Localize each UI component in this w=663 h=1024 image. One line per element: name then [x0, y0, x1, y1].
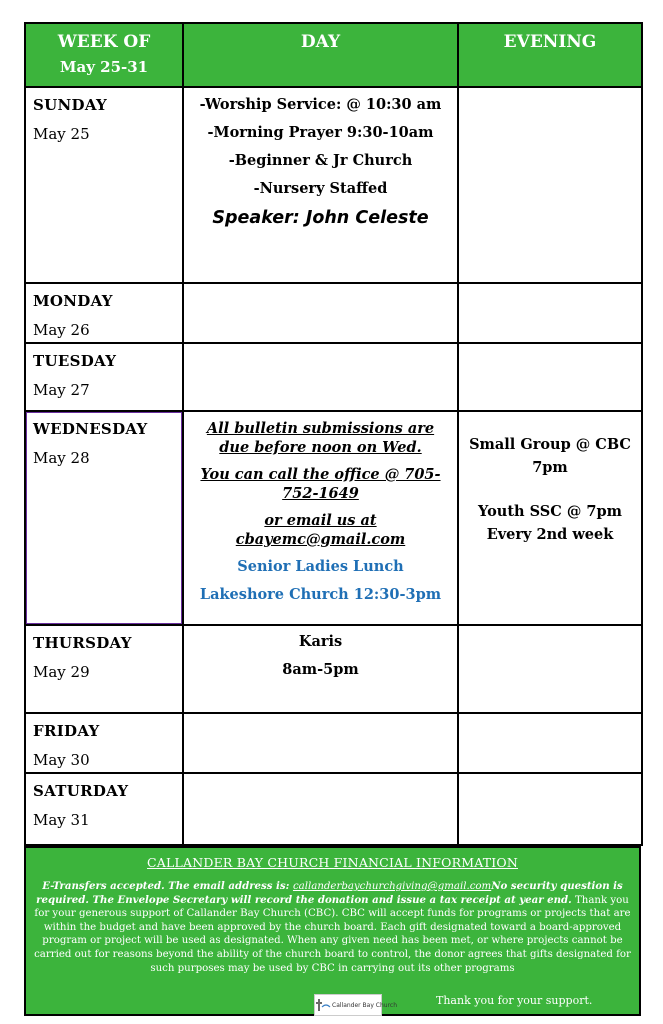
- day-cell-thursday: [25, 625, 183, 713]
- no-security-question-notice: No security question is required. The Envelope Secretary will record the donation and issue a tax receipt at year end.: [36, 880, 623, 906]
- financial-policy-text: Thank you for your generous support of Callander Bay Church (CBC). CBC will accept funds for programs or projects that are within the budget and have been approved by the church board. Each gift designated toward a board-approved program or project will be used as designated. When any given need has been met, or where projects cannot be carried out for reasons beyond the ability of the church board to control, the donor agrees that gifts designated for such purposes may be used by CBC in carrying out its other programs: [34, 894, 631, 974]
- church-logo: [314, 994, 398, 1016]
- saturday-day-cell: [183, 773, 458, 845]
- karis-time: 8am-5pm: [282, 661, 359, 678]
- friday-evening-cell: [458, 713, 642, 773]
- sunday-event-line: -Morning Prayer 9:30-10am: [207, 124, 434, 141]
- church-logo-text: Callander Bay Church: [332, 1002, 398, 1009]
- day-name: SATURDAY: [33, 782, 129, 800]
- day-date: May 31: [33, 811, 90, 829]
- friday-day-cell: [183, 713, 458, 773]
- week-range: May 25-31: [59, 58, 149, 76]
- day-name: THURSDAY: [33, 634, 132, 652]
- day-cell-friday: [25, 713, 183, 773]
- thursday-day-events: [183, 625, 458, 713]
- table-row-monday: [25, 283, 642, 343]
- financial-info-footer: [24, 846, 641, 1016]
- schedule-sheet: [24, 22, 641, 846]
- table-row-friday: [25, 713, 642, 773]
- financial-info-body: [32, 880, 633, 975]
- senior-lunch-event: Senior Ladies Lunch: [237, 558, 404, 575]
- day-name: MONDAY: [33, 292, 113, 310]
- table-row-saturday: [25, 773, 642, 845]
- sunday-day-events: [183, 87, 458, 283]
- header-row: [25, 23, 642, 87]
- tuesday-evening-cell: [458, 343, 642, 411]
- sunday-speaker: Speaker: John Celeste: [212, 208, 429, 228]
- church-logo-icon: [316, 997, 398, 1013]
- sunday-event-line: -Beginner & Jr Church: [228, 152, 413, 169]
- day-name: SUNDAY: [33, 96, 108, 114]
- day-name: WEDNESDAY: [33, 420, 148, 438]
- table-row-tuesday: [25, 343, 642, 411]
- week-header-cell: [25, 23, 183, 87]
- youth-ssc-event: Youth SSC @ 7pm: [478, 503, 622, 520]
- evening-column-label: EVENING: [503, 32, 597, 52]
- day-cell-wednesday: [25, 411, 183, 625]
- evening-header-cell: [458, 23, 642, 87]
- day-date: May 25: [33, 125, 90, 143]
- karis-event: Karis: [298, 633, 343, 650]
- small-group-time: 7pm: [532, 459, 568, 476]
- tuesday-day-cell: [183, 343, 458, 411]
- day-date: May 26: [33, 321, 90, 339]
- day-date: May 27: [33, 381, 90, 399]
- small-group-event: Small Group @ CBC: [469, 436, 631, 453]
- table-row-sunday: [25, 87, 642, 283]
- weekly-schedule-table: [24, 22, 643, 846]
- wednesday-day-events: [183, 411, 458, 625]
- giving-email-link[interactable]: callanderbaychurchgiving@gmail.com: [292, 881, 492, 892]
- monday-day-cell: [183, 283, 458, 343]
- senior-lunch-location: Lakeshore Church 12:30-3pm: [199, 586, 442, 603]
- sunday-evening-cell: [458, 87, 642, 283]
- office-phone-notice: You can call the office @ 705-752-1649: [200, 466, 441, 502]
- day-cell-saturday: [25, 773, 183, 845]
- financial-info-title: CALLANDER BAY CHURCH FINANCIAL INFORMATION: [147, 855, 518, 870]
- saturday-evening-cell: [458, 773, 642, 845]
- thursday-evening-cell: [458, 625, 642, 713]
- sunday-event-line: -Nursery Staffed: [253, 180, 388, 197]
- day-name: FRIDAY: [33, 722, 100, 740]
- sunday-event-line: -Worship Service: @ 10:30 am: [199, 96, 442, 113]
- day-cell-sunday: [25, 87, 183, 283]
- week-label: WEEK OF: [57, 32, 151, 52]
- day-name: TUESDAY: [33, 352, 117, 370]
- day-cell-tuesday: [25, 343, 183, 411]
- office-email-notice: or email us at cbayemc@gmail.com: [235, 512, 406, 548]
- day-header-cell: [183, 23, 458, 87]
- day-cell-monday: [25, 283, 183, 343]
- day-date: May 29: [33, 663, 90, 681]
- etransfer-notice: E-Transfers accepted. The email address is:: [42, 880, 293, 892]
- table-row-wednesday: [25, 411, 642, 625]
- table-row-thursday: [25, 625, 642, 713]
- bulletin-notice: All bulletin submissions are due before noon on Wed.: [206, 420, 435, 456]
- day-date: May 30: [33, 751, 90, 769]
- day-column-label: DAY: [300, 32, 341, 52]
- day-date: May 28: [33, 449, 90, 467]
- thanks-note: Thank you for your support.: [436, 994, 593, 1007]
- monday-evening-cell: [458, 283, 642, 343]
- wednesday-evening-events: [458, 411, 642, 625]
- youth-ssc-frequency: Every 2nd week: [486, 526, 614, 543]
